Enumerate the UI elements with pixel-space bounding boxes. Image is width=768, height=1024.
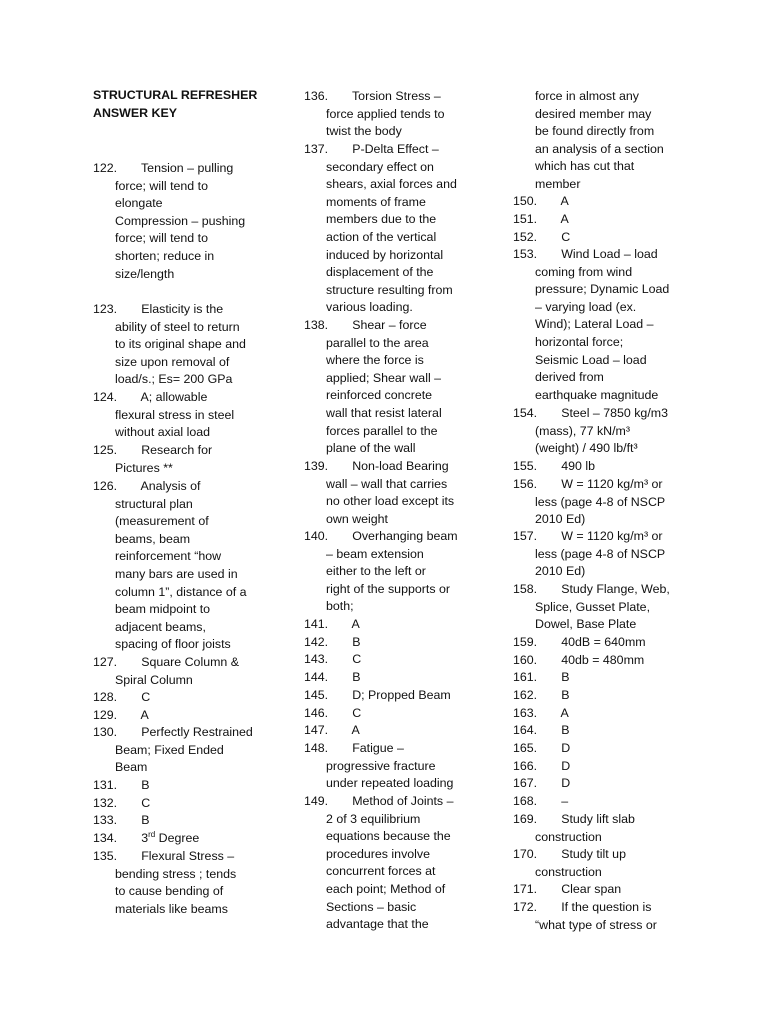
answer-line: wall that resist lateral <box>326 406 442 420</box>
answer-line: applied; Shear wall – <box>326 370 442 385</box>
answer-line: 129. A <box>93 708 149 722</box>
answer-line: 140. Overhanging beam <box>304 529 458 543</box>
answer-line: construction <box>535 829 602 844</box>
answer-line: equations because the <box>326 829 451 844</box>
answer-line: 125. Research for <box>93 443 213 457</box>
answer-line: (weight) / 490 lb/ft³ <box>535 441 638 456</box>
answer-line: many bars are used in <box>115 567 238 581</box>
answer-line: 126. Analysis of <box>93 479 201 493</box>
answer-line: construction <box>535 864 602 879</box>
answer-line: own weight <box>326 511 388 526</box>
answer-line: reinforced concrete <box>326 388 433 403</box>
answer-line: without axial load <box>115 425 211 440</box>
answer-line: 149. Method of Joints – <box>304 794 454 808</box>
answer-line: – beam extension <box>326 546 424 561</box>
answer-line: Spiral Column <box>115 672 193 687</box>
answer-line: 166. D <box>513 759 571 773</box>
answer-line: various loading. <box>326 300 413 315</box>
answer-line: secondary effect on <box>326 159 434 174</box>
answer-line: desired member may <box>535 106 652 121</box>
answer-line: less (page 4-8 of NSCP <box>535 546 666 561</box>
answer-line: structural plan <box>115 496 193 511</box>
answer-line: plane of the wall <box>326 441 416 456</box>
answer-line: 2010 Ed) <box>535 512 586 527</box>
answer-line: 144. B <box>304 670 361 684</box>
answer-line: 162. B <box>513 688 570 702</box>
answer-line: 134. 3rd Degree <box>93 829 200 845</box>
answer-line: flexural stress in steel <box>115 407 235 422</box>
answer-line: 148. Fatigue – <box>304 741 404 755</box>
answer-line: – varying load (ex. <box>535 299 637 314</box>
answer-line: no other load except its <box>326 494 455 509</box>
answer-line: Pictures ** <box>115 460 173 475</box>
answer-line: 154. Steel – 7850 kg/m3 <box>513 406 668 420</box>
answer-line: which has cut that <box>535 159 635 174</box>
answer-line: 2 of 3 equilibrium <box>326 811 421 826</box>
answer-line: Splice, Gusset Plate, <box>535 599 651 614</box>
answer-line: Beam; Fixed Ended <box>115 742 224 757</box>
answer-line: 171. Clear span <box>513 882 622 896</box>
answer-line: force applied tends to <box>326 106 445 121</box>
answer-line: 133. B <box>93 813 150 827</box>
answer-line: (mass), 77 kN/m³ <box>535 423 630 438</box>
answer-line: 172. If the question is <box>513 900 652 914</box>
answer-line: progressive fracture <box>326 758 436 773</box>
answer-line: 128. C <box>93 690 151 704</box>
answer-line: both; <box>326 599 354 614</box>
answer-line: 159. 40dB = 640mm <box>513 635 646 649</box>
title-line-1: STRUCTURAL REFRESHER <box>93 88 258 102</box>
answer-line: 151. A <box>513 212 569 226</box>
answer-line: 152. C <box>513 230 571 244</box>
answer-line: beams, beam <box>115 531 191 546</box>
answer-line: 164. B <box>513 723 570 737</box>
answer-line: less (page 4-8 of NSCP <box>535 494 666 509</box>
answer-line: induced by horizontal <box>326 247 444 262</box>
answer-line: 136. Torsion Stress – <box>304 89 441 103</box>
answer-line: 160. 40db = 480mm <box>513 653 645 667</box>
answer-line: 145. D; Propped Beam <box>304 688 451 702</box>
answer-line: 122. Tension – pulling <box>93 161 234 175</box>
answer-line: horizontal force; <box>535 335 624 349</box>
document-title <box>93 87 283 122</box>
answer-line: force; will tend to <box>115 231 208 246</box>
answer-line: twist the body <box>326 124 402 139</box>
answer-line: 169. Study lift slab <box>513 812 635 826</box>
answer-line: column 1”, distance of a <box>115 584 247 599</box>
answer-line: 142. B <box>304 635 361 649</box>
answer-line: bending stress ; tends <box>115 866 237 881</box>
answer-line: parallel to the area <box>326 335 429 350</box>
answer-line: 127. Square Column & <box>93 655 240 669</box>
answer-line: 157. W = 1120 kg/m³ or <box>513 529 663 543</box>
answer-line: 168. – <box>513 794 569 808</box>
answer-line: 153. Wind Load – load <box>513 247 658 261</box>
answer-line: 161. B <box>513 670 570 684</box>
answer-line: be found directly from <box>535 124 655 139</box>
answer-line: structure resulting from <box>326 282 453 297</box>
answer-line: advantage that the <box>326 917 429 932</box>
answer-line: 130. Perfectly Restrained <box>93 725 253 739</box>
answer-line: 170. Study tilt up <box>513 847 626 861</box>
answer-line: 143. C <box>304 652 362 666</box>
answer-line: ability of steel to return <box>115 319 240 334</box>
answer-line: size/length <box>115 266 175 281</box>
answer-line: 167. D <box>513 776 571 790</box>
answer-line: wall – wall that carries <box>326 476 448 491</box>
answer-line: 137. P-Delta Effect – <box>304 142 439 156</box>
answer-line: 156. W = 1120 kg/m³ or <box>513 477 663 491</box>
answer-line: spacing of floor joists <box>115 637 231 652</box>
answer-line: 165. D <box>513 741 571 755</box>
answer-line: action of the vertical <box>326 230 437 244</box>
answer-line: 2010 Ed) <box>535 564 586 579</box>
answer-line: 124. A; allowable <box>93 390 208 404</box>
answer-line: 163. A <box>513 706 569 720</box>
answer-line: 131. B <box>93 778 150 792</box>
answer-line: adjacent beams, <box>115 619 206 634</box>
answer-line: size upon removal of <box>115 354 230 369</box>
answer-line: Dowel, Base Plate <box>535 617 637 632</box>
answer-line: Beam <box>115 760 148 775</box>
answer-line: 147. A <box>304 723 360 737</box>
answer-line: Seismic Load – load <box>535 352 647 367</box>
answer-line: forces parallel to the <box>326 423 438 438</box>
answer-line: “what type of stress or <box>535 917 657 932</box>
answer-line: coming from wind <box>535 264 633 279</box>
answer-line: 132. C <box>93 796 151 810</box>
answer-line: concurrent forces at <box>326 864 436 879</box>
answer-line: pressure; Dynamic Load <box>535 282 670 297</box>
answer-line: load/s.; Es= 200 GPa <box>115 372 233 387</box>
answer-line: Compression – pushing <box>115 213 246 228</box>
answer-line: elongate <box>115 196 163 211</box>
answer-line: derived from <box>535 370 604 385</box>
answer-line: 123. Elasticity is the <box>93 302 224 316</box>
answer-line: right of the supports or <box>326 581 450 596</box>
answer-line: beam midpoint to <box>115 602 211 617</box>
answer-line: shorten; reduce in <box>115 249 215 263</box>
answer-line: force; will tend to <box>115 178 208 193</box>
answer-line: either to the left or <box>326 564 426 579</box>
answer-line: 135. Flexural Stress – <box>93 849 235 863</box>
answer-line: under repeated loading <box>326 776 454 791</box>
title-line-2: ANSWER KEY <box>93 105 177 120</box>
answer-line: materials like beams <box>115 901 228 916</box>
answer-line: 146. C <box>304 706 362 720</box>
answer-line: member <box>535 177 581 191</box>
answer-line: (measurement of <box>115 514 209 529</box>
answer-line: procedures involve <box>326 846 431 861</box>
answer-line: 138. Shear – force <box>304 318 427 332</box>
answer-line: earthquake magnitude <box>535 387 659 402</box>
answer-line: to cause bending of <box>115 884 224 899</box>
answer-line: to its original shape and <box>115 337 246 352</box>
answer-line: where the force is <box>326 353 424 368</box>
answer-line: Wind); Lateral Load – <box>535 317 654 332</box>
answer-line: 155. 490 lb <box>513 459 595 473</box>
answer-line: 150. A <box>513 194 569 208</box>
answer-line: 139. Non-load Bearing <box>304 459 449 473</box>
answer-line: moments of frame <box>326 194 426 209</box>
answer-line: 158. Study Flange, Web, <box>513 582 670 596</box>
answer-line: each point; Method of <box>326 882 446 896</box>
answer-line: 141. A <box>304 617 360 631</box>
answer-line: shears, axial forces and <box>326 177 457 192</box>
answer-line: an analysis of a section <box>535 141 664 156</box>
answer-line: force in almost any <box>535 89 639 103</box>
answer-line: displacement of the <box>326 265 434 280</box>
answer-line: members due to the <box>326 212 437 227</box>
answer-line: reinforcement “how <box>115 549 222 564</box>
answer-line: Sections – basic <box>326 899 417 914</box>
